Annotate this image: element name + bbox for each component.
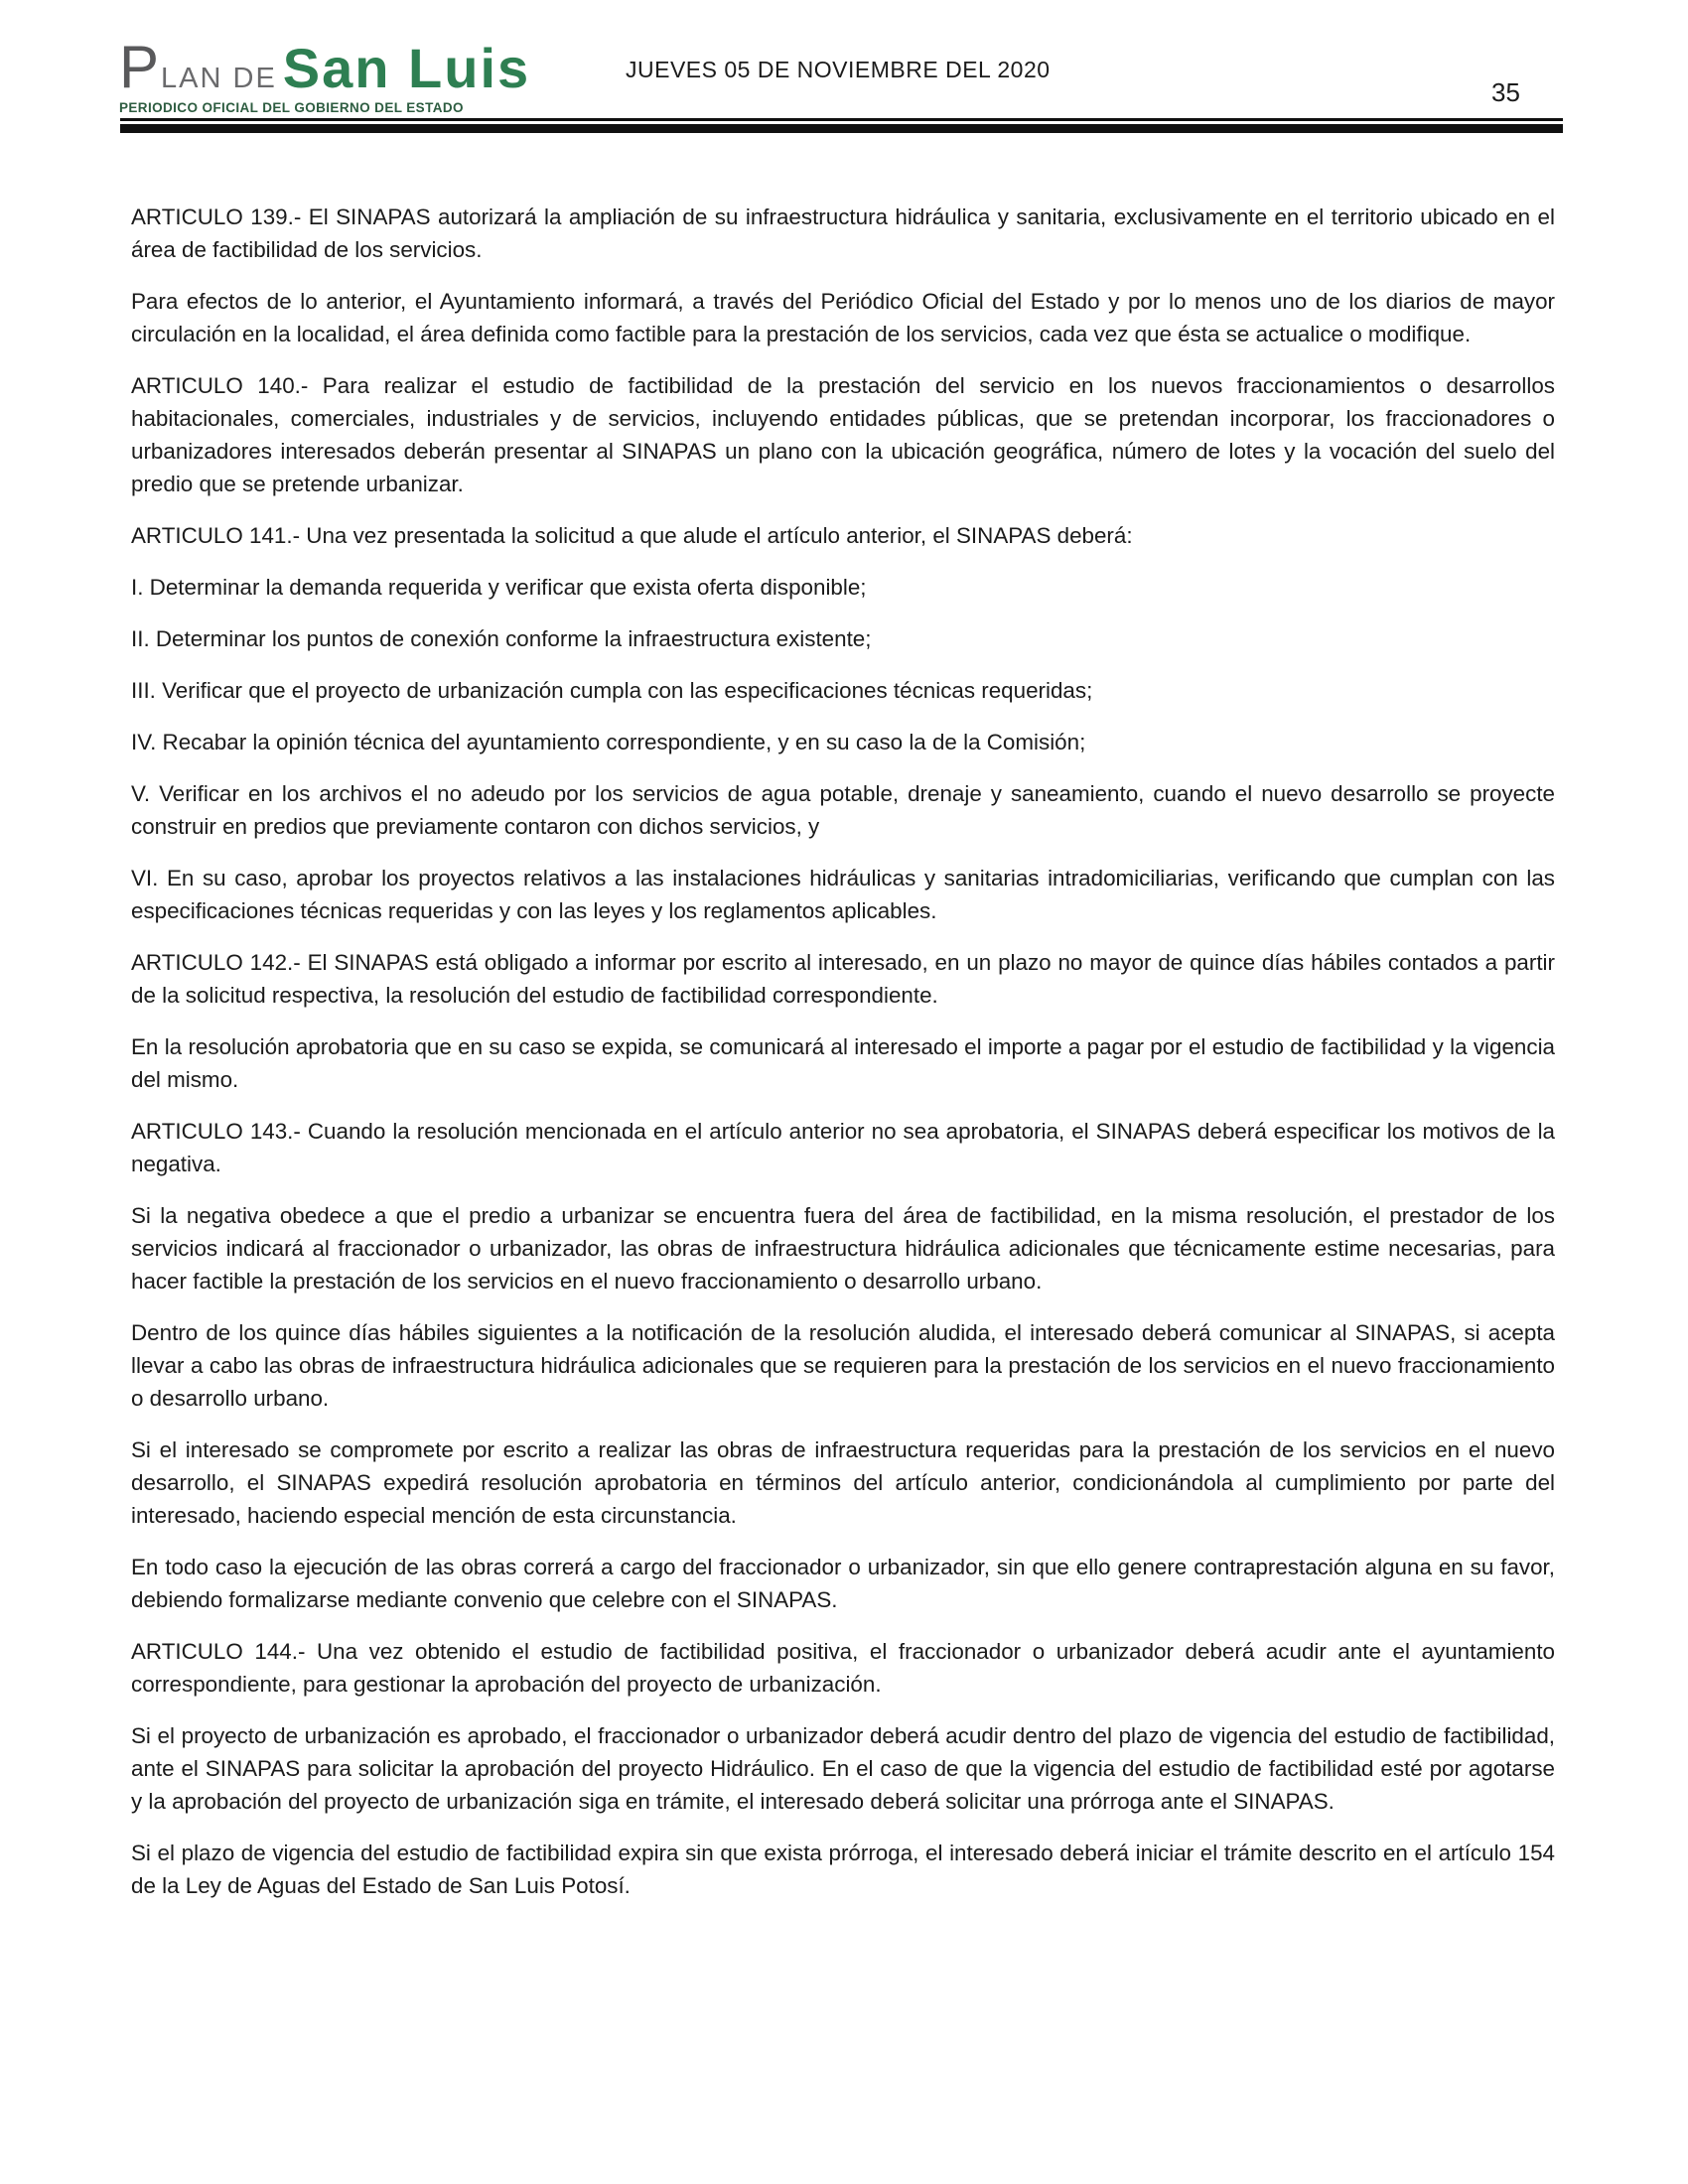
list-item-vi: VI. En su caso, aprobar los proyectos relativos a las instalaciones hidráulicas y sanitarias intradomiciliarias, verificando que cumplan con las especificaciones técnicas requeridas y con las leyes y los reglamentos aplicables.: [131, 866, 1555, 923]
list-item-ii: II. Determinar los puntos de conexión conforme la infraestructura existente;: [131, 626, 872, 651]
paragraph-articulo-140: ARTICULO 140.- Para realizar el estudio de factibilidad de la prestación del servicio en los nuevos fraccionamientos o desarrollos habitacionales, comerciales, industriales y de servicios, incluyendo entidades públicas, que se pretendan incorporar, los fraccionadores o urbanizadores interesados deberán presentar al SINAPAS un plano con la ubicación geográfica, número de lotes y la vocación del suelo del predio que se pretende urbanizar.: [131, 373, 1555, 496]
paragraph-para-efectos: Para efectos de lo anterior, el Ayuntamiento informará, a través del Periódico Oficial del Estado y por lo menos uno de los diarios de mayor circulación en la localidad, el área definida como factible para la prestación de los servicios, cada vez que ésta se actualice o modifique.: [131, 289, 1555, 346]
paragraph-articulo-143: ARTICULO 143.- Cuando la resolución mencionada en el artículo anterior no sea aprobatoria, el SINAPAS deberá especificar los motivos de la negativa.: [131, 1119, 1555, 1176]
list-item-iii: III. Verificar que el proyecto de urbanización cumpla con las especificaciones técnicas requeridas;: [131, 678, 1093, 703]
document-body: [131, 201, 1555, 1921]
logo-plan-initial: P: [119, 34, 160, 100]
header-rule-thick: [120, 124, 1563, 133]
header-date: JUEVES 05 DE NOVIEMBRE DEL 2020: [626, 57, 1051, 82]
paragraph-articulo-139: ARTICULO 139.- El SINAPAS autorizará la ampliación de su infraestructura hidráulica y sanitaria, exclusivamente en el territorio ubicado en el área de factibilidad de los servicios.: [131, 205, 1555, 262]
paragraph-articulo-144: ARTICULO 144.- Una vez obtenido el estudio de factibilidad positiva, el fraccionador o urbanizador deberá acudir ante el ayuntamiento correspondiente, para gestionar la aprobación del proyecto de urbanización.: [131, 1639, 1555, 1697]
list-item-iv: IV. Recabar la opinión técnica del ayuntamiento correspondiente, y en su caso la de la Comisión;: [131, 730, 1086, 754]
list-item-i: I. Determinar la demanda requerida y verificar que exista oferta disponible;: [131, 575, 867, 600]
list-item-v: V. Verificar en los archivos el no adeudo por los servicios de agua potable, drenaje y saneamiento, cuando el nuevo desarrollo se proyecte construir en predios que previamente contaron con dichos servicios, y: [131, 781, 1555, 839]
paragraph-resolucion-aprobatoria: En la resolución aprobatoria que en su caso se expida, se comunicará al interesado el importe a pagar por el estudio de factibilidad y la vigencia del mismo.: [131, 1034, 1555, 1092]
plan-de-san-luis-logo: [119, 34, 531, 115]
logo-brand-text: San Luis: [282, 37, 531, 99]
logo-tagline: PERIODICO OFICIAL DEL GOBIERNO DEL ESTADO: [119, 100, 464, 115]
paragraph-en-todo-caso: En todo caso la ejecución de las obras correrá a cargo del fraccionador o urbanizador, sin que ello genere contraprestación alguna en su favor, debiendo formalizarse mediante convenio que celebre con el SINAPAS.: [131, 1555, 1555, 1612]
paragraph-si-el-plazo: Si el plazo de vigencia del estudio de factibilidad expira sin que exista prórroga, el interesado deberá iniciar el trámite descrito en el artículo 154 de la Ley de Aguas del Estado de San Luis Potosí.: [131, 1841, 1555, 1898]
paragraph-si-la-negativa: Si la negativa obedece a que el predio a urbanizar se encuentra fuera del área de factibilidad, en la misma resolución, el prestador de los servicios indicará al fraccionador o urbanizador, las obras de infraestructura hidráulica adicionales que técnicamente estime necesarias, para hacer factible la prestación de los servicios en el nuevo fraccionamiento o desarrollo urbano.: [131, 1203, 1555, 1294]
logo-plan-rest: LAN DE: [161, 63, 277, 94]
paragraph-articulo-142: ARTICULO 142.- El SINAPAS está obligado a informar por escrito al interesado, en un plazo no mayor de quince días hábiles contados a partir de la solicitud respectiva, la resolución del estudio de factibilidad correspondiente.: [131, 950, 1555, 1008]
paragraph-dentro-de-quince-dias: Dentro de los quince días hábiles siguientes a la notificación de la resolución aludida, el interesado deberá comunicar al SINAPAS, si acepta llevar a cabo las obras de infraestructura hidráulica adicionales que se requieren para la prestación de los servicios en el nuevo fraccionamiento o desarrollo urbano.: [131, 1320, 1555, 1411]
logo-brand-line: [119, 34, 531, 100]
paragraph-si-el-interesado: Si el interesado se compromete por escrito a realizar las obras de infraestructura requeridas para la prestación de los servicios en el nuevo desarrollo, el SINAPAS expedirá resolución aprobatoria en términos del artículo anterior, condicionándola al cumplimiento por parte del interesado, haciendo especial mención de esta circunstancia.: [131, 1437, 1555, 1528]
paragraph-si-el-proyecto: Si el proyecto de urbanización es aprobado, el fraccionador o urbanizador deberá acudir dentro del plazo de vigencia del estudio de factibilidad, ante el SINAPAS para solicitar la aprobación del proyecto Hidráulico. En el caso de que la vigencia del estudio de factibilidad esté por agotarse y la aprobación del proyecto de urbanización siga en trámite, el interesado deberá solicitar una prórroga ante el SINAPAS.: [131, 1723, 1555, 1814]
page-number: 35: [1491, 77, 1520, 107]
header-rule-thin: [120, 118, 1563, 121]
paragraph-articulo-141: ARTICULO 141.- Una vez presentada la solicitud a que alude el artículo anterior, el SINAPAS deberá:: [131, 523, 1133, 548]
